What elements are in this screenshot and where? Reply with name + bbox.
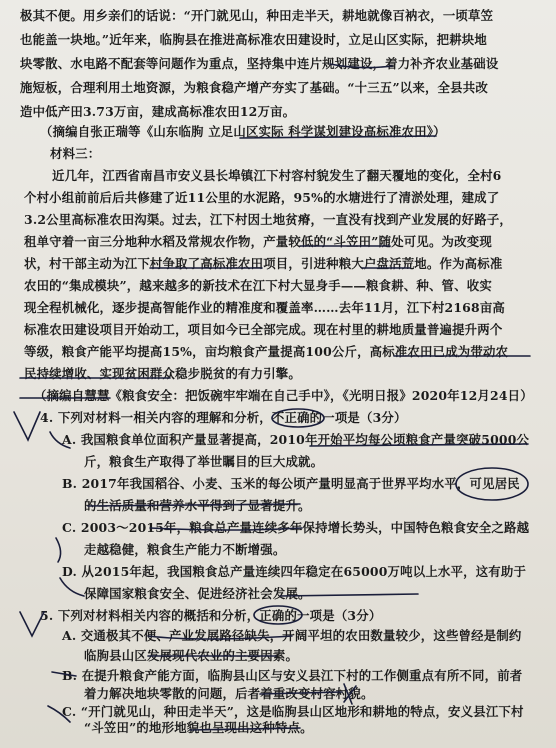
q5-option-b: B. 在提升粮食产能方面，临朐县山区与安义县江下村的工作侧重点有所不同，前者 [62,668,523,683]
q4-option-a: A. 我国粮食单位面积产量显著提高，2010年开始平均每公顷粮食产量突破5000公 [62,432,530,447]
passage-line: 块零散、水电路不配套等问题作为重点，坚持集中连片规划建设，着力补齐农业基础设 [20,56,499,71]
passage-line: 个村小组前前后后共修建了近11公里的水泥路，95%的水塘进行了清淤处理，建成了 [24,190,500,205]
material-title: 材料三： [50,146,101,161]
q4-option-b: B. 2017年我国稻谷、小麦、玉米的每公顷产量明显高于世界平均水平，可见居民 [62,476,520,491]
passage-line: 标准农田建设项目开始动工，项目如今已全部完成。现在村里的耕地质量普遍提升两个 [24,322,503,337]
passage-line: 农田的“集成模块”，越来越多的新技术在江下村大显身手——粮食耕、种、管、收实 [24,278,492,293]
q4-option-c-cont: 走越稳健，粮食生产能力不断增强。 [84,542,286,557]
q4-option-c: C. 2003～2015年，粮食总产量连续多年保持增长势头，中国特色粮食安全之路越 [62,520,530,535]
stroke-mark [60,578,84,596]
q5-option-c-cont: “斗笠田”的地形地貌也呈现出这种特点。 [84,720,313,735]
check-mark [14,412,40,440]
passage-line: 租单守着一亩三分地种水稻及常规农作物，产量较低的“斗笠田”随处可见。为改变现 [24,234,492,249]
q5-option-a: A. 交通极其不便、产业发展路径缺失，开阔平坦的农田数量较少，这些曾经是制约 [62,628,522,643]
q4-option-d: D. 从2015年起，我国粮食总产量连续四年稳定在65000万吨以上水平，这有助于 [62,564,527,579]
q4-option-a-cont: 斤，粮食生产取得了举世瞩目的巨大成就。 [84,454,324,469]
passage-line: 等级，粮食产能平均提高15%，亩均粮食产量提高100公斤，高标准农田已成为带动农 [24,344,509,359]
question-5-stem: 5. 下列对材料相关内容的概括和分析，正确的一项是（3分） [40,608,382,623]
q5-option-b-cont: 着力解决地块零散的问题，后者着重改变村容村貌。 [84,686,374,701]
passage-line: 状，村干部主动为江下村争取了高标准农田项目，引进种粮大户盘活荒地。作为高标准 [24,256,503,271]
passage-line: 3.2公里高标准农田沟渠。过去，江下村因土地贫瘠，一直没有找到产业发展的好路子， [24,212,513,227]
source-citation: （摘编自张正瑞等《山东临朐 立足山区实际 科学谋划建设高标准农田》） [40,124,446,139]
passage-line: 施短板，合理利用土地资源，为粮食稳产增产夯实了基础。“十三五”以来，全县共改 [20,80,488,95]
passage-line: 极其不便。用乡亲们的话说：“开门就见山，种田走半天，耕地就像百衲衣，一顷草笠 [20,8,494,23]
q5-option-a-cont: 临朐县山区发展现代农业的主要因素。 [84,648,299,663]
q4-option-b-cont: 的生活质量和营养水平得到了显著提升。 [84,498,311,513]
passage-line: 也能盖一块地。”近年来，临朐县在推进高标准农田建设时，立足山区实际，把耕块地 [20,32,487,47]
stroke-mark [56,538,61,562]
passage-line: 造中低产田3.73万亩，建成高标准农田12万亩。 [20,104,296,119]
passage-line: 近几年，江西省南昌市安义县长埠镇江下村容村貌发生了翻天覆地的变化，全村6 [52,168,502,183]
passage-line: 现全程机械化，逐步提高智能作业的精准度和覆盖率……去年11月，江下村2168亩高 [24,300,506,315]
q4-option-d-cont: 保障国家粮食安全、促进经济社会发展。 [84,586,311,601]
source-citation: （摘编自慧慧《粮食安全：把饭碗牢牢端在自己手中》，《光明日报》2020年12月24日） [34,388,533,403]
passage-line: 民持续增收、实现贫困群众稳步脱贫的有力引擎。 [24,366,301,381]
question-4-stem: 4. 下列对材料一相关内容的理解和分析，不正确的一项是（3分） [40,410,407,425]
q5-option-c: C. “开门就见山，种田走半天”，这是临朐县山区地形和耕地的特点，安义县江下村 [62,704,524,719]
